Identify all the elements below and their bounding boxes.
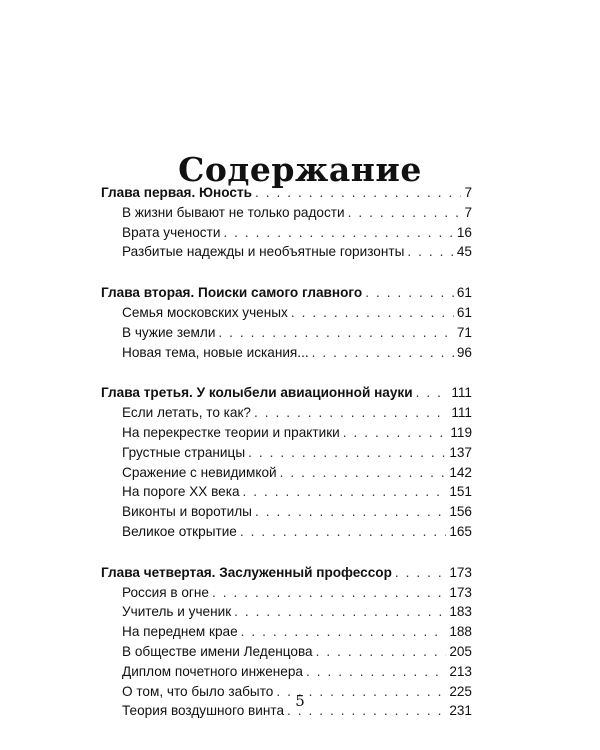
toc-entry-page: 71 — [456, 324, 472, 340]
toc-entry-page: 231 — [449, 703, 472, 719]
toc-chapter-entry[interactable] — [101, 183, 472, 203]
toc-section-entry[interactable] — [101, 203, 472, 223]
toc-section-entry[interactable] — [101, 323, 472, 343]
toc-entry-page: 183 — [449, 604, 472, 620]
toc-section-entry[interactable] — [101, 242, 472, 262]
toc-entry-page: 173 — [449, 564, 472, 580]
toc-entry-page: 156 — [449, 504, 472, 520]
toc-entry-page: 213 — [449, 663, 472, 679]
toc-section-entry[interactable] — [101, 602, 472, 622]
dot-leader — [255, 183, 461, 203]
dot-leader — [240, 522, 446, 542]
toc-entry-label: Разбитые надежды и необъятные горизонты — [122, 244, 405, 260]
toc-entry-label: Великое открытие — [122, 523, 237, 539]
toc-entry-label: Семья московских ученых — [122, 304, 288, 320]
toc-entry-page: 205 — [449, 643, 472, 659]
toc-section-entry[interactable] — [101, 622, 472, 642]
toc-entry-label: На пороге XX века — [122, 484, 240, 500]
dot-leader — [234, 602, 446, 622]
toc-entry-label: На перекрестке теории и практики — [122, 424, 340, 440]
toc-entry-page: 111 — [451, 385, 472, 401]
toc-chapter-entry[interactable] — [101, 563, 472, 583]
dot-leader — [243, 482, 447, 502]
toc-entry-page: 61 — [456, 304, 472, 320]
toc-entry-label: В жизни бывают не только радости — [122, 204, 345, 220]
toc-entry-label: Врата учености — [122, 224, 221, 240]
toc-entry-label: Глава четвертая. Заслуженный профессор — [101, 564, 392, 580]
toc-entry-page: 173 — [449, 584, 472, 600]
dot-leader — [343, 423, 448, 443]
dot-leader — [223, 223, 453, 243]
dot-leader — [255, 502, 446, 522]
toc-entry-label: Глава третья. У колыбели авиационной науки — [101, 385, 413, 401]
toc-entry-label: О том, что было забыто — [122, 683, 274, 699]
toc-entry-page: 151 — [449, 484, 472, 500]
chapter-2 — [101, 283, 472, 362]
dot-leader — [218, 323, 453, 343]
dot-leader — [395, 563, 446, 583]
toc-entry-label: Новая тема, новые искания... — [122, 344, 309, 360]
toc-entry-page: 7 — [464, 185, 472, 200]
toc-chapter-entry[interactable] — [101, 283, 472, 303]
dot-leader — [248, 443, 446, 463]
toc-entry-page: 45 — [456, 244, 472, 260]
toc-entry-label: Грустные страницы — [122, 444, 246, 460]
toc-entry-label: Учитель и ученик — [122, 604, 232, 620]
toc-section-entry[interactable] — [101, 443, 472, 463]
toc-entry-page: 61 — [456, 285, 472, 301]
toc-section-entry[interactable] — [101, 343, 472, 363]
toc-entry-page: 16 — [456, 224, 472, 240]
dot-leader — [212, 583, 446, 603]
toc-entry-label: На переднем крае — [122, 624, 238, 640]
toc-entry-label: Глава вторая. Поиски самого главного — [101, 285, 363, 301]
toc-entry-label: Диплом почетного инженера — [122, 663, 303, 679]
toc-entry-label: Глава первая. Юность — [101, 185, 252, 200]
dot-leader — [280, 463, 447, 483]
dot-leader — [407, 242, 454, 262]
toc-section-entry[interactable] — [101, 502, 472, 522]
toc-entry-label: Виконты и воротилы — [122, 504, 252, 520]
chapter-3 — [101, 383, 472, 541]
toc-entry-label: Если летать, то как? — [122, 405, 251, 421]
page-title: Содержание — [178, 150, 422, 190]
toc-chapter-entry[interactable] — [101, 383, 472, 403]
toc-entry-page: 225 — [449, 683, 472, 699]
toc-section-entry[interactable] — [101, 463, 472, 483]
toc-section-entry[interactable] — [101, 403, 472, 423]
dot-leader — [416, 383, 449, 403]
toc-entry-label: Сражение с невидимкой — [122, 464, 277, 480]
toc-section-entry[interactable] — [101, 303, 472, 323]
toc-entry-page: 188 — [449, 624, 472, 640]
dot-leader — [348, 203, 462, 223]
toc-section-entry[interactable] — [101, 662, 472, 682]
toc-section-entry[interactable] — [101, 522, 472, 542]
toc-entry-label: Россия в огне — [122, 584, 209, 600]
toc-entry-page: 96 — [456, 344, 472, 360]
toc-entry-label: В обществе имени Леденцова — [122, 643, 313, 659]
page-number: 5 — [295, 692, 305, 710]
toc-entry-page: 7 — [464, 204, 472, 220]
table-of-contents — [101, 183, 472, 742]
toc-entry-page: 119 — [450, 424, 472, 440]
toc-section-entry[interactable] — [101, 583, 472, 603]
dot-leader — [316, 642, 447, 662]
toc-section-entry[interactable] — [101, 223, 472, 243]
dot-leader — [365, 283, 454, 303]
toc-section-entry[interactable] — [101, 642, 472, 662]
toc-section-entry[interactable] — [101, 423, 472, 443]
dot-leader — [312, 343, 454, 363]
toc-entry-page: 137 — [449, 444, 472, 460]
toc-section-entry[interactable] — [101, 482, 472, 502]
toc-entry-page: 142 — [449, 464, 472, 480]
chapter-1 — [101, 183, 472, 262]
toc-entry-label: В чужие земли — [122, 324, 216, 340]
dot-leader — [254, 403, 448, 423]
dot-leader — [291, 303, 454, 323]
toc-entry-page: 165 — [449, 523, 472, 539]
toc-entry-label: Теория воздушного винта — [122, 703, 285, 719]
dot-leader — [306, 662, 446, 682]
dot-leader — [241, 622, 447, 642]
toc-entry-page: 111 — [451, 405, 472, 421]
